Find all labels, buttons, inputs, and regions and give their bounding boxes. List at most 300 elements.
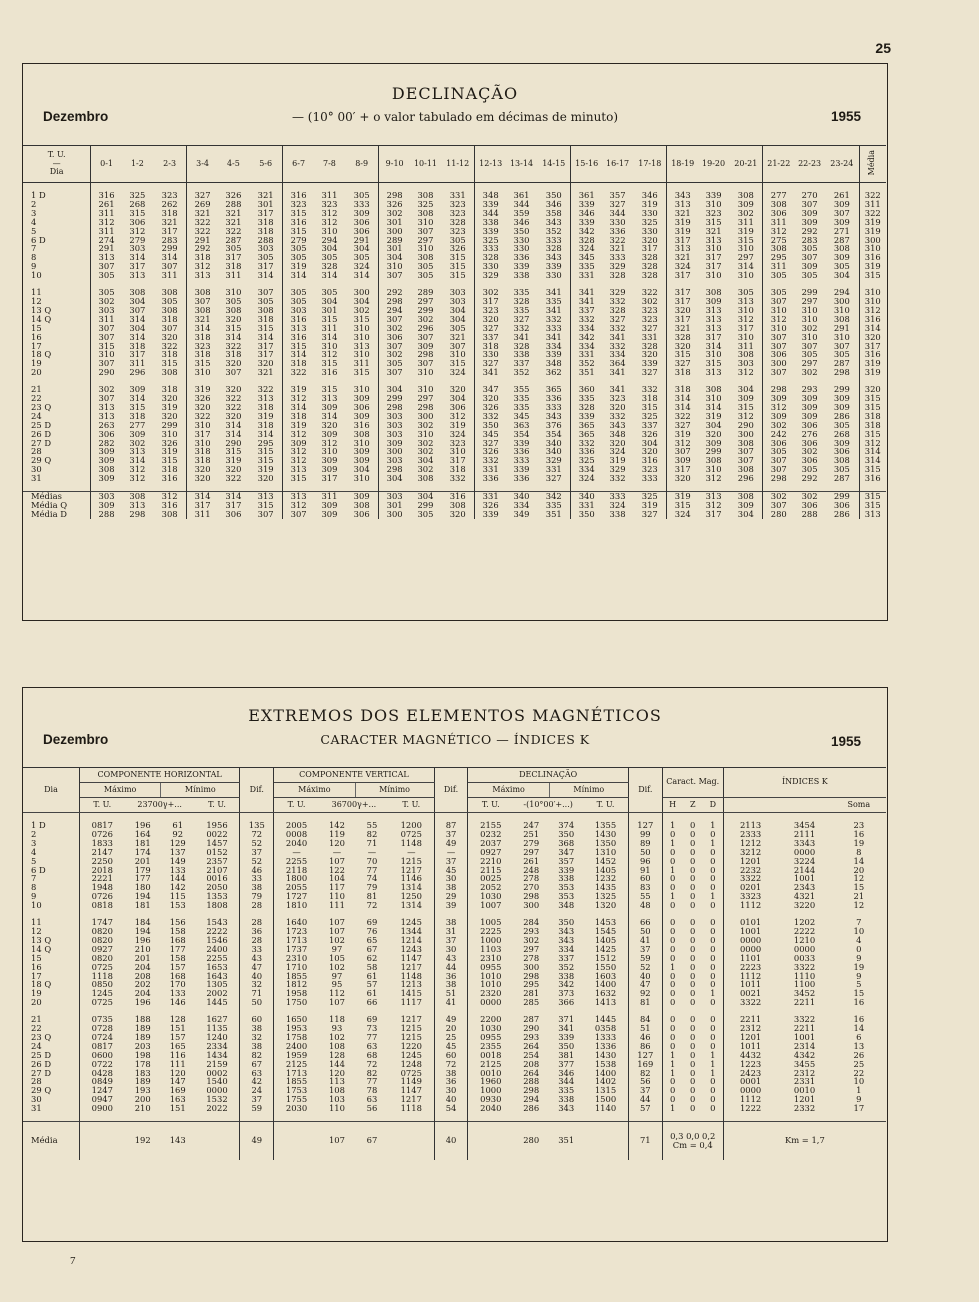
value-cell: 315: [321, 358, 338, 369]
value-cell: 319: [729, 227, 763, 236]
value-cell: 305: [825, 262, 859, 271]
value-cell: 14: [853, 855, 865, 866]
value-cell: 353: [558, 882, 575, 893]
value-cell: 311: [864, 198, 881, 209]
value-cell: 1445: [195, 998, 240, 1007]
value-cell: 286: [523, 1103, 540, 1114]
value-cell: 341: [609, 367, 626, 378]
value-cell: 1248: [389, 1060, 434, 1069]
value-cell: 0: [690, 828, 696, 839]
value-cell: 318: [633, 394, 667, 403]
value-cell: 0000: [793, 943, 816, 954]
value-cell: 0: [690, 1023, 696, 1034]
value-cell: 1135: [195, 1024, 240, 1033]
value-cell: 305: [345, 191, 379, 200]
value-cell: 292: [801, 225, 818, 236]
value-cell: 347: [482, 384, 499, 395]
value-cell: 0: [703, 830, 723, 839]
media-label: Média: [23, 1122, 79, 1160]
value-cell: 96: [628, 857, 662, 866]
value-cell: 189: [134, 1023, 151, 1034]
value-cell: 327: [194, 190, 211, 200]
value-cell: 307: [674, 446, 691, 457]
value-cell: 2222: [195, 927, 240, 936]
value-cell: 0: [690, 1076, 696, 1087]
hour-column-header: 17-18: [633, 146, 667, 183]
media-h-dif: 49: [240, 1122, 274, 1160]
value-cell: 336: [513, 252, 530, 263]
value-cell: 339: [633, 359, 667, 368]
day-cell: 1 D: [23, 821, 79, 830]
value-cell: 318: [441, 465, 475, 474]
value-cell: 2113: [739, 820, 762, 830]
value-cell: 309: [417, 340, 434, 351]
value-cell: 40: [240, 972, 274, 981]
value-cell: 337: [578, 304, 595, 315]
declination-year: 1955: [830, 109, 861, 124]
value-cell: 1643: [195, 972, 240, 981]
value-cell: 196: [134, 934, 151, 945]
value-cell: 298: [417, 401, 434, 412]
value-cell: 301: [249, 200, 283, 209]
value-cell: 142: [328, 820, 345, 830]
value-cell: 0726: [91, 891, 113, 902]
value-cell: 208: [523, 1058, 540, 1069]
value-cell: 328: [513, 340, 530, 351]
value-cell: 317: [249, 209, 283, 218]
value-cell: 343: [537, 412, 571, 421]
value-cell: 309: [801, 261, 818, 272]
value-cell: 323: [441, 439, 475, 448]
value-cell: 281: [523, 988, 540, 999]
value-cell: 323: [441, 209, 475, 218]
value-cell: 310: [345, 474, 379, 483]
value-cell: 307: [770, 340, 787, 351]
value-cell: 0: [669, 943, 676, 954]
value-cell: 128: [328, 1049, 345, 1060]
value-cell: 305: [345, 253, 379, 262]
value-cell: 1223: [739, 1058, 762, 1069]
value-cell: 319: [225, 455, 242, 466]
value-cell: 2055: [285, 882, 308, 893]
value-cell: 309: [705, 437, 722, 448]
value-cell: 322: [290, 367, 307, 378]
value-cell: 297: [417, 295, 434, 306]
value-cell: 129: [169, 837, 186, 848]
value-cell: 354: [513, 428, 530, 439]
value-cell: 309: [801, 401, 818, 412]
value-cell: 310: [194, 419, 211, 430]
value-cell: 1103: [480, 943, 502, 954]
value-cell: 153: [169, 900, 186, 911]
value-cell: 37: [628, 945, 662, 954]
value-cell: 312: [290, 393, 307, 404]
value-cell: 51: [434, 989, 468, 998]
value-cell: 304: [321, 243, 338, 254]
value-cell: 315: [633, 403, 667, 412]
value-cell: 0: [690, 925, 696, 936]
value-cell: 4: [856, 934, 862, 945]
day-cell: 3: [23, 839, 79, 848]
day-cell: 31: [23, 474, 91, 483]
value-cell: 310: [417, 367, 434, 378]
day-cell: 12: [23, 297, 91, 306]
value-cell: 336: [482, 473, 499, 484]
day-cell: 16: [23, 963, 79, 972]
value-cell: 309: [386, 437, 403, 448]
value-cell: 43: [434, 954, 468, 963]
value-cell: 1213: [389, 980, 434, 989]
value-cell: 310: [321, 340, 338, 351]
value-cell: 332: [609, 295, 626, 306]
value-cell: 310: [441, 350, 475, 359]
value-cell: 328: [321, 261, 338, 272]
value-cell: 319: [864, 261, 881, 272]
value-cell: 45: [434, 866, 468, 875]
value-cell: 79: [366, 882, 378, 893]
value-cell: 9: [856, 1094, 862, 1105]
day-cell: 15: [23, 954, 79, 963]
value-cell: 0: [703, 1042, 723, 1051]
mean-value: 313: [129, 500, 146, 510]
value-cell: 304: [729, 385, 763, 394]
mean-value: 315: [249, 501, 283, 510]
value-cell: 24: [240, 1086, 274, 1095]
value-cell: 57: [366, 979, 378, 990]
value-cell: 0947: [91, 1094, 113, 1105]
value-cell: 1812: [285, 979, 308, 990]
value-cell: 308: [729, 350, 763, 359]
mean-value: 315: [864, 500, 881, 510]
value-cell: 1550: [583, 963, 628, 972]
value-cell: 288: [249, 236, 283, 245]
value-cell: 1653: [195, 963, 240, 972]
day-cell: 5: [23, 227, 91, 236]
value-cell: 301: [321, 304, 338, 315]
value-cell: 334: [578, 322, 595, 333]
value-cell: 317: [249, 342, 283, 351]
value-cell: 12: [853, 873, 865, 884]
value-cell: 328: [633, 253, 667, 262]
value-cell: 324: [441, 368, 475, 377]
value-cell: 305: [321, 252, 338, 263]
value-cell: 0: [690, 837, 696, 848]
value-cell: 3452: [793, 988, 816, 999]
value-cell: 2355: [480, 1040, 502, 1051]
value-cell: 332: [482, 410, 499, 421]
value-cell: 312: [321, 349, 338, 360]
value-cell: 0: [690, 952, 696, 963]
value-cell: 360: [578, 384, 595, 395]
value-cell: 309: [825, 253, 859, 262]
day-cell: 6 D: [23, 866, 79, 875]
value-cell: 307: [825, 342, 859, 351]
value-cell: 307: [825, 209, 859, 218]
value-cell: 313: [129, 270, 146, 281]
mean-value: 302: [763, 492, 794, 501]
value-cell: 1240: [195, 1033, 240, 1042]
table-row: [23, 1104, 886, 1113]
value-cell: 347: [558, 846, 575, 857]
value-cell: 1215: [389, 1033, 434, 1042]
value-cell: 87: [434, 821, 468, 830]
value-cell: 361: [578, 190, 595, 200]
hour-column-header: 22-23: [794, 146, 825, 183]
value-cell: 3343: [793, 837, 816, 848]
value-cell: 310: [705, 464, 722, 475]
value-cell: 169: [628, 1060, 662, 1069]
value-cell: 306: [770, 437, 787, 448]
value-cell: 72: [366, 900, 378, 911]
value-cell: 0232: [480, 828, 502, 839]
value-cell: 339: [578, 410, 595, 421]
hour-column-header: 19-20: [698, 146, 729, 183]
value-cell: 320: [482, 393, 499, 404]
value-cell: 308: [705, 384, 722, 395]
value-cell: 293: [523, 925, 540, 936]
value-cell: 268: [825, 430, 859, 439]
value-cell: 302: [417, 313, 434, 324]
value-cell: 292: [194, 243, 211, 254]
value-cell: 47: [628, 980, 662, 989]
value-cell: 345: [513, 410, 530, 421]
value-cell: 73: [366, 1023, 378, 1034]
value-cell: 1532: [195, 1095, 240, 1104]
value-cell: 308: [825, 244, 859, 253]
value-cell: 1010: [480, 970, 502, 981]
d-max-tu: T. U.: [468, 798, 513, 813]
value-cell: 332: [513, 322, 530, 333]
value-cell: 56: [366, 1103, 378, 1114]
value-cell: 0927: [91, 943, 113, 954]
value-cell: 330: [537, 271, 571, 280]
value-cell: 329: [537, 456, 571, 465]
value-cell: 65: [366, 934, 378, 945]
value-cell: 17: [853, 1103, 865, 1114]
mean-value: 314: [187, 492, 218, 501]
value-cell: 318: [129, 410, 146, 421]
value-cell: 0735: [91, 1014, 113, 1025]
value-cell: 311: [153, 271, 187, 280]
extremes-table: [23, 767, 886, 1160]
value-cell: 309: [729, 200, 763, 209]
value-cell: 194: [134, 891, 151, 902]
value-cell: 0: [690, 864, 696, 875]
value-cell: 324: [441, 430, 475, 439]
value-cell: 319: [194, 384, 211, 395]
value-cell: 327: [674, 419, 691, 430]
value-cell: 309: [345, 456, 379, 465]
value-cell: 343: [674, 190, 691, 200]
z-char-header: Z: [683, 798, 703, 813]
value-cell: 363: [513, 419, 530, 430]
value-cell: 314: [864, 446, 881, 457]
value-cell: 316: [290, 216, 307, 227]
value-cell: 1545: [583, 927, 628, 936]
value-cell: 1810: [285, 900, 308, 911]
value-cell: 305: [98, 287, 115, 298]
value-cell: 1: [669, 820, 676, 830]
value-cell: 1415: [389, 989, 434, 998]
value-cell: 327: [482, 358, 499, 369]
value-cell: 328: [633, 271, 667, 280]
value-cell: 0000: [739, 934, 762, 945]
value-cell: 332: [441, 474, 475, 483]
value-cell: 1538: [583, 1060, 628, 1069]
value-cell: 309: [801, 216, 818, 227]
day-cell: 22: [23, 1024, 79, 1033]
value-cell: 317: [194, 428, 211, 439]
dif-header-v: Dif.: [434, 768, 468, 813]
value-cell: 315: [129, 207, 146, 218]
value-cell: 317: [633, 244, 667, 253]
mean-value: 306: [801, 500, 818, 510]
value-cell: 302: [386, 349, 403, 360]
value-cell: 315: [225, 446, 242, 457]
value-cell: 110: [328, 1103, 345, 1114]
value-cell: 45: [434, 1042, 468, 1051]
value-cell: 200: [134, 1094, 151, 1105]
value-cell: 1808: [195, 901, 240, 910]
value-cell: 318: [249, 403, 283, 412]
value-cell: 1245: [91, 988, 113, 999]
dia-header: Dia: [23, 768, 79, 813]
value-cell: 0: [703, 918, 723, 927]
media-d-min: 351: [549, 1122, 583, 1160]
mean-value: 309: [345, 492, 379, 501]
value-cell: 326: [482, 401, 499, 412]
value-cell: 310: [864, 295, 881, 306]
value-cell: 0722: [91, 1058, 113, 1069]
day-cell: 16: [23, 333, 91, 342]
value-cell: 274: [98, 234, 115, 245]
value-cell: 353: [558, 891, 575, 902]
mean-value: 299: [825, 492, 859, 501]
value-cell: 332: [609, 473, 626, 484]
value-cell: 310: [153, 430, 187, 439]
value-cell: 4321: [793, 891, 816, 902]
value-cell: 1118: [389, 1104, 434, 1113]
value-cell: 310: [194, 367, 211, 378]
value-cell: 315: [441, 359, 475, 368]
value-cell: 377: [558, 1058, 575, 1069]
value-cell: 324: [345, 262, 379, 271]
value-cell: 304: [345, 297, 379, 306]
value-cell: 127: [628, 821, 662, 830]
value-cell: 292: [801, 473, 818, 484]
value-cell: 298: [770, 473, 787, 484]
value-cell: 341: [513, 331, 530, 342]
value-cell: 305: [290, 287, 307, 298]
value-cell: 345: [578, 252, 595, 263]
value-cell: 311: [321, 190, 338, 200]
value-cell: 2002: [195, 989, 240, 998]
value-cell: 1202: [793, 917, 816, 928]
value-cell: 97: [331, 970, 343, 981]
dia-label: Dia: [49, 167, 64, 177]
value-cell: 361: [513, 190, 530, 200]
value-cell: 298: [523, 1085, 540, 1096]
value-cell: 338: [558, 1094, 575, 1105]
day-cell: 17: [23, 342, 91, 351]
value-cell: 286: [825, 412, 859, 421]
value-cell: 1960: [480, 1076, 502, 1087]
value-cell: 1344: [389, 927, 434, 936]
value-cell: 303: [129, 243, 146, 254]
hour-column-header: 18-19: [667, 146, 698, 183]
value-cell: 312: [729, 412, 763, 421]
value-cell: 313: [98, 401, 115, 412]
value-cell: 315: [441, 253, 475, 262]
value-cell: 2211: [793, 1023, 816, 1034]
value-cell: 327: [609, 198, 626, 209]
value-cell: 3455: [793, 1058, 816, 1069]
value-cell: 297: [523, 943, 540, 954]
value-cell: 309: [345, 447, 379, 456]
value-cell: 307: [153, 262, 187, 271]
value-cell: 318: [482, 340, 499, 351]
value-cell: 1314: [389, 883, 434, 892]
value-cell: 1953: [285, 1023, 308, 1034]
value-cell: 305: [729, 288, 763, 297]
value-cell: 1315: [583, 1086, 628, 1095]
value-cell: 304: [633, 439, 667, 448]
value-cell: 307: [417, 225, 434, 236]
value-cell: 0: [669, 1094, 676, 1105]
value-cell: 322: [225, 393, 242, 404]
value-cell: 303: [249, 244, 283, 253]
value-cell: 46: [240, 866, 274, 875]
value-cell: 144: [169, 873, 186, 884]
media-v-max: 107: [319, 1122, 355, 1160]
value-cell: 312: [129, 464, 146, 475]
value-cell: 204: [134, 988, 151, 999]
value-cell: 339: [537, 350, 571, 359]
value-cell: 309: [345, 394, 379, 403]
value-cell: 320: [225, 410, 242, 421]
value-cell: 128: [169, 1014, 186, 1025]
value-cell: 303: [729, 359, 763, 368]
value-cell: 0025: [480, 873, 502, 884]
value-cell: 327: [674, 358, 691, 369]
value-cell: 319: [609, 455, 626, 466]
mean-value: 339: [482, 508, 499, 519]
value-cell: 144: [328, 1058, 345, 1069]
value-cell: 298: [825, 368, 859, 377]
value-cell: 319: [864, 358, 881, 369]
value-cell: 339: [482, 198, 499, 209]
value-cell: 302: [801, 322, 818, 333]
mean-label: Média Q: [23, 501, 91, 510]
value-cell: 314: [129, 331, 146, 342]
day-cell: 28: [23, 1077, 79, 1086]
value-cell: 309: [674, 455, 691, 466]
value-cell: 314: [290, 270, 307, 281]
value-cell: 304: [441, 315, 475, 324]
value-cell: 327: [633, 368, 667, 377]
value-cell: 359: [513, 207, 530, 218]
value-cell: 312: [290, 428, 307, 439]
value-cell: 330: [513, 234, 530, 245]
value-cell: 308: [98, 464, 115, 475]
value-cell: 341: [558, 1023, 575, 1034]
value-cell: 72: [240, 830, 274, 839]
d-max-header: Máximo: [468, 783, 549, 798]
value-cell: 328: [578, 234, 595, 245]
value-cell: 319: [864, 216, 881, 227]
value-cell: 320: [194, 401, 211, 412]
value-cell: 0: [703, 1024, 723, 1033]
